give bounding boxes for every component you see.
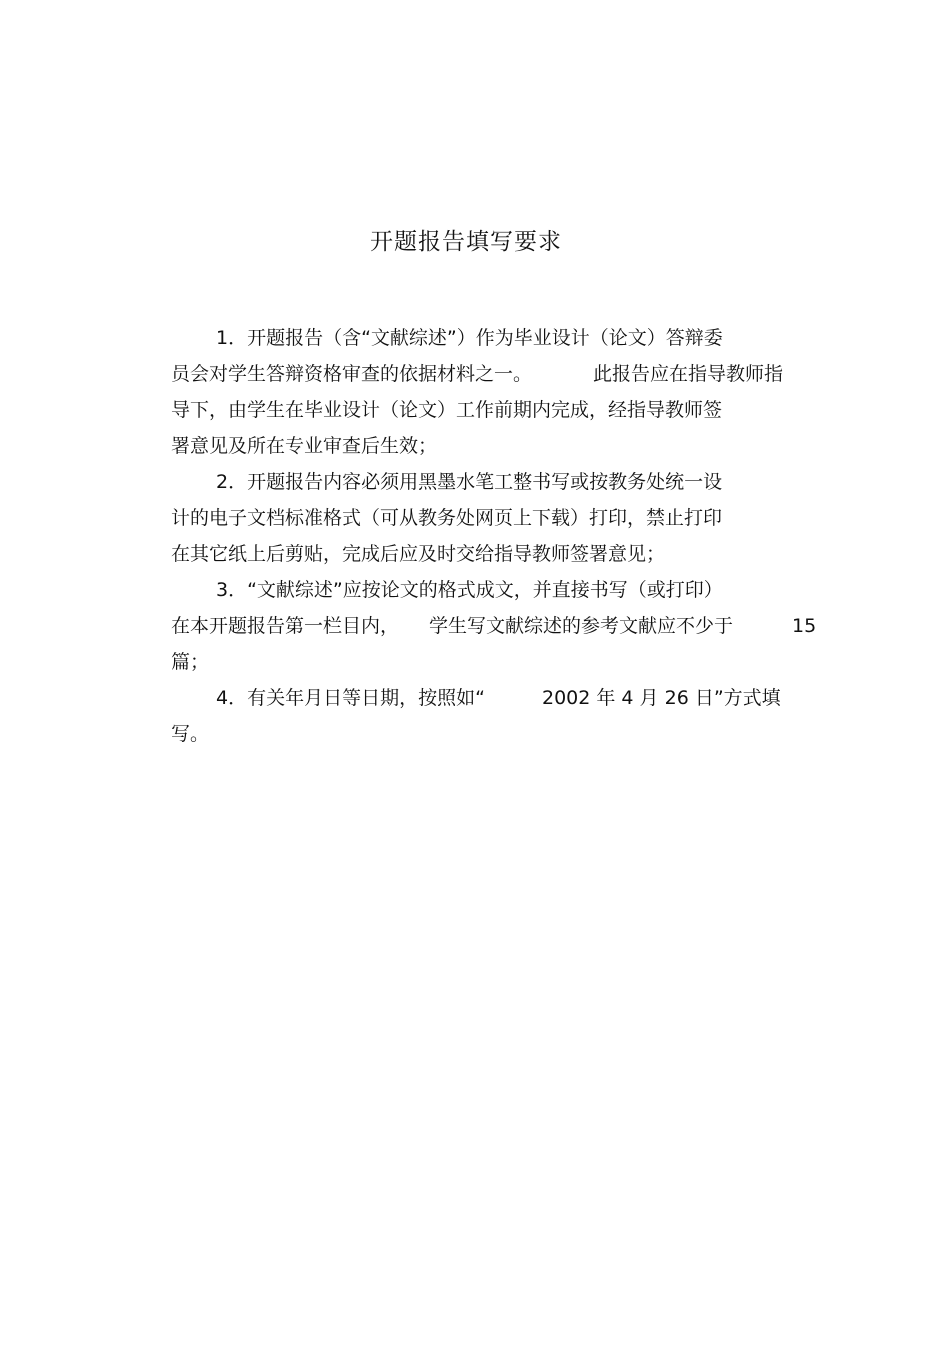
- paragraph-text: 在其它纸上后剪贴，完成后应及时交给指导教师签署意见；: [171, 543, 666, 565]
- paragraph-1: [171, 320, 816, 464]
- paragraph-text: 篇；: [171, 651, 210, 673]
- paragraph-text: 2．开题报告内容必须用黑墨水笔工整书写或按教务处统一设: [216, 471, 723, 493]
- paragraph-text: 4．有关年月日等日期，按照如“: [216, 687, 485, 709]
- paragraph-line: [171, 320, 816, 356]
- paragraph-line: [171, 500, 816, 536]
- paragraph-line: [171, 464, 816, 500]
- paragraph-line: [171, 536, 816, 572]
- paragraph-line: [171, 716, 816, 752]
- paragraph-text: 2002 年 4 月 26 日”方式填: [542, 687, 781, 709]
- document-body: [171, 320, 816, 752]
- paragraph-line: [171, 572, 816, 608]
- paragraph-3: [171, 572, 816, 680]
- paragraph-text: 此报告应在指导教师指: [593, 363, 784, 385]
- paragraph-line: [171, 680, 816, 716]
- paragraph-text: 学生写文献综述的参考文献应不少于: [429, 615, 734, 637]
- paragraph-line: [171, 428, 816, 464]
- paragraph-text: 计的电子文档标准格式（可从教务处网页上下载）打印，禁止打印: [171, 507, 723, 529]
- paragraph-line: [171, 608, 816, 644]
- paragraph-text: 写。: [171, 723, 210, 745]
- paragraph-text: 署意见及所在专业审查后生效；: [171, 435, 438, 457]
- paragraph-text: 在本开题报告第一栏目内，: [171, 615, 400, 637]
- page-title: 开题报告填写要求: [370, 229, 562, 255]
- paragraph-text: 15: [792, 615, 817, 637]
- paragraph-line: [171, 356, 816, 392]
- paragraph-text: 1．开题报告（含“文献综述”）作为毕业设计（论文）答辩委: [216, 327, 723, 349]
- paragraph-4: [171, 680, 816, 752]
- paragraph-text: 3．“文献综述”应按论文的格式成文，并直接书写（或打印）: [216, 579, 723, 601]
- paragraph-2: [171, 464, 816, 572]
- paragraph-text: 员会对学生答辩资格审查的依据材料之一。: [171, 363, 533, 385]
- paragraph-text: 导下，由学生在毕业设计（论文）工作前期内完成，经指导教师签: [171, 399, 723, 421]
- paragraph-line: [171, 392, 816, 428]
- paragraph-line: [171, 644, 816, 680]
